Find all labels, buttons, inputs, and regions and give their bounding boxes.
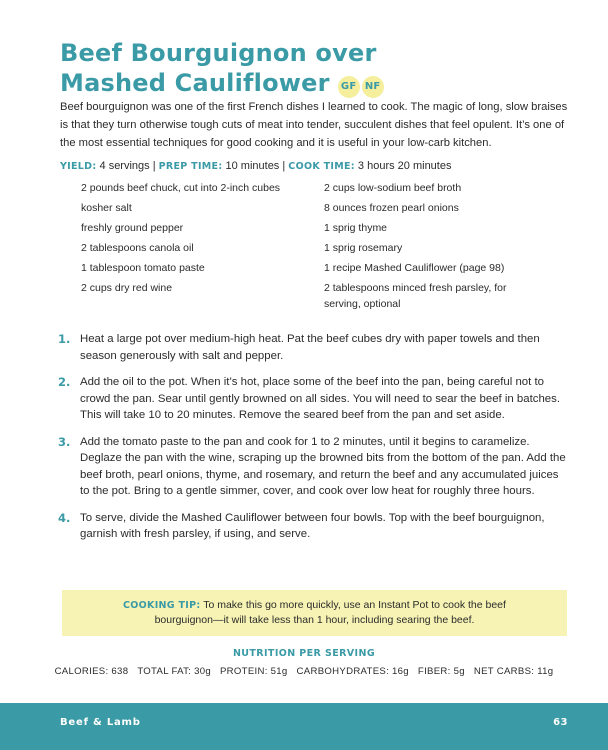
footer-section-name: Beef & Lamb (60, 717, 141, 728)
step-text: Add the oil to the pot. When it’s hot, place some of the beef into the pan, being careful not to crowd the pan. Sear until gently browned on all sides. You will need to sear the beef in batches. This will take 10 to 20 minutes. Remove the seared beef from the pan and set aside. (80, 376, 560, 421)
meta-separator: | (282, 160, 286, 172)
cooking-tip-text: To make this go more quickly, use an Instant Pot to cook the beef bourguignon—it will take less than 1 hour, including searing the beef. (154, 599, 506, 626)
yield-label: YIELD: (60, 161, 97, 172)
step-number: 2. (58, 375, 71, 389)
yield-value: 4 servings (99, 160, 150, 172)
step-text: Heat a large pot over medium-high heat. Pat the beef cubes dry with paper towels and then season generously with salt and pepper. (80, 333, 540, 362)
ingredient-item: 2 tablespoons canola oil (81, 242, 194, 254)
ingredient-item: 2 pounds beef chuck, cut into 2-inch cubes (81, 182, 281, 194)
instructions-list (58, 331, 570, 553)
ingredient-item: 2 cups dry red wine (81, 282, 173, 294)
nutrition-calories: CALORIES: 638 (54, 666, 129, 677)
ingredient-item: 8 ounces frozen pearl onions (324, 202, 459, 214)
recipe-meta (60, 158, 451, 175)
recipe-title (60, 38, 386, 100)
ingredient-item: kosher salt (81, 202, 132, 214)
nutrition-total-fat: TOTAL FAT: 30g (137, 666, 212, 677)
nut-free-badge: NF (362, 76, 384, 98)
title-line-2 (60, 68, 386, 100)
cook-time-label: COOK TIME: (288, 161, 355, 172)
step-number: 4. (58, 510, 71, 525)
ingredients-list (81, 180, 551, 316)
nutrition-carbohydrates: CARBOHYDRATES: 16g (296, 666, 409, 677)
ingredient-item: 1 sprig thyme (324, 222, 388, 234)
diet-badges (338, 66, 386, 98)
ingredient-item: 2 cups low-sodium beef broth (324, 182, 462, 194)
ingredient-item: 2 tablespoons minced fresh parsley, for serving, optional (324, 282, 507, 310)
instruction-step (58, 331, 570, 364)
nutrition-heading: NUTRITION PER SERVING (232, 648, 376, 659)
prep-time-label: PREP TIME: (158, 161, 223, 172)
cooking-tip-label: COOKING TIP: (123, 600, 201, 611)
step-number: 3. (58, 434, 71, 449)
ingredient-item: 1 sprig rosemary (324, 242, 403, 254)
title-line-2-text: Mashed Cauliflower (60, 69, 330, 97)
nutrition-fiber: FIBER: 5g (417, 666, 465, 677)
recipe-intro: Beef bourguignon was one of the first French dishes I learned to cook. The magic of long, slow braises is that they turn otherwise tough cuts of meat into tender, succulent dishes that feel opulent. It’s one of the most essential techniques for good cooking and it is useful in your low-carb kitchen. (60, 101, 568, 149)
gluten-free-badge: GF (338, 76, 360, 98)
cook-time-value: 3 hours 20 minutes (357, 160, 452, 172)
cooking-tip-box (62, 590, 567, 636)
ingredient-item: freshly ground pepper (81, 222, 184, 234)
title-line-1: Beef Bourguignon over (60, 39, 377, 67)
instruction-step (58, 374, 570, 424)
instruction-step (58, 434, 570, 500)
step-text: Add the tomato paste to the pan and cook for 1 to 2 minutes, until it begins to caramelize. Deglaze the pan with the wine, scraping up the browned bits from the bottom of the pan. Add the beef broth, pearl onions, thyme, and rosemary, and return the beef and any accumulated juices to the pot. Bring to a gentle simmer, cover, and cook over low heat for roughly three hours. (80, 435, 566, 497)
ingredient-item: 1 tablespoon tomato paste (81, 262, 205, 274)
ingredients-column-right (324, 180, 544, 316)
step-number: 1. (58, 332, 71, 346)
page-footer (0, 703, 608, 750)
ingredient-item: 1 recipe Mashed Cauliflower (page 98) (324, 262, 505, 274)
nutrition-protein: PROTEIN: 51g (219, 666, 288, 677)
step-text: To serve, divide the Mashed Cauliflower between four bowls. Top with the beef bourguignon, garnish with fresh parsley, if using, and serve. (80, 511, 545, 540)
ingredients-column-left (81, 180, 324, 316)
meta-separator: | (152, 160, 156, 172)
nutrition-facts (0, 666, 608, 677)
nutrition-net-carbs: NET CARBS: 11g (473, 666, 554, 677)
page-number: 63 (553, 717, 568, 728)
instruction-step (58, 510, 570, 543)
prep-time-value: 10 minutes (225, 160, 280, 172)
